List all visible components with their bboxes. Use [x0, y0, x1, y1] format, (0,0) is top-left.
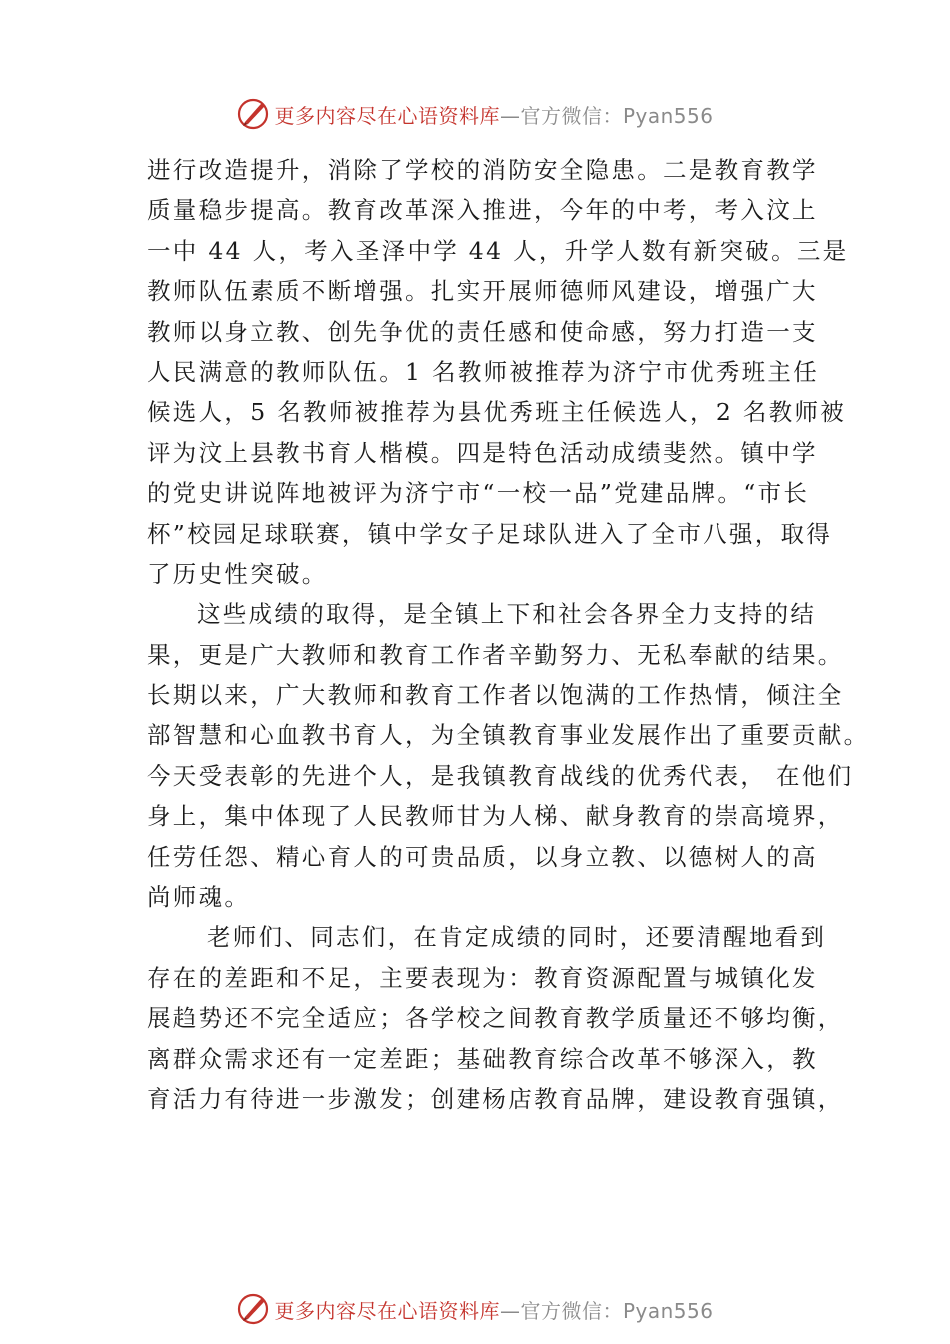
body-line: 质量稳步提高。教育改革深入推进，今年的中考，考入汶上	[147, 196, 818, 225]
banner-title: 更多内容尽在心语资料库	[274, 1298, 500, 1323]
body-line: 的党史讲说阵地被评为济宁市“一校一品”党建品牌。“市长	[147, 479, 810, 508]
body-line: 一中 44 人，考入圣泽中学 44 人，升学人数有新突破。三是	[147, 236, 849, 265]
header-banner	[0, 96, 950, 132]
body-line: 今天受表彰的先进个人，是我镇教育战线的优秀代表， 在他们	[147, 761, 854, 790]
body-line: 离群众需求还有一定差距；基础教育综合改革不够深入，教	[147, 1044, 818, 1073]
body-line: 人民满意的教师队伍。1 名教师被推荐为济宁市优秀班主任	[147, 357, 820, 386]
body-line: 教师队伍素质不断增强。扎实开展师德师风建设，增强广大	[147, 277, 818, 306]
body-line: 长期以来，广大教师和教育工作者以饱满的工作热情，倾注全	[147, 681, 844, 710]
body-line: 展趋势还不完全适应；各学校之间教育教学质量还不够均衡，	[147, 1004, 844, 1033]
body-line: 了历史性突破。	[147, 559, 328, 588]
quill-logo-icon	[236, 97, 270, 131]
body-line: 教师以身立教、创先争优的责任感和使命感，努力打造一支	[147, 317, 818, 346]
body-line: 存在的差距和不足，主要表现为：教育资源配置与城镇化发	[147, 963, 818, 992]
body-line: 育活力有待进一步激发；创建杨店教育品牌，建设教育强镇，	[147, 1084, 844, 1113]
body-line: 评为汶上县教书育人楷模。四是特色活动成绩斐然。镇中学	[147, 438, 818, 467]
body-line: 杯”校园足球联赛，镇中学女子足球队进入了全市八强，取得	[147, 519, 833, 548]
body-line: 果，更是广大教师和教育工作者辛勤努力、无私奉献的结果。	[147, 640, 844, 669]
document-body	[147, 150, 870, 1119]
body-line: 进行改造提升，消除了学校的消防安全隐患。二是教育教学	[147, 156, 818, 184]
banner-title: 更多内容尽在心语资料库	[274, 103, 500, 128]
paragraph-start-line: 这些成绩的取得，是全镇上下和社会各界全力支持的结	[197, 600, 817, 629]
body-line: 部智慧和心血教书育人，为全镇教育事业发展作出了重要贡献。	[147, 721, 870, 750]
body-line: 身上，集中体现了人民教师甘为人梯、献身教育的崇高境界，	[147, 802, 844, 831]
banner-wechat: —官方微信：Pyan556	[499, 1298, 714, 1323]
body-line: 候选人，5 名教师被推荐为县优秀班主任候选人，2 名教师被	[147, 398, 847, 427]
quill-logo-icon	[236, 1292, 270, 1326]
footer-banner	[0, 1291, 950, 1327]
body-line: 尚师魂。	[147, 883, 251, 912]
banner-wechat: —官方微信：Pyan556	[499, 103, 714, 128]
body-line: 任劳任怨、精心育人的可贵品质，以身立教、以德树人的高	[147, 842, 818, 871]
paragraph-start-line: 老师们、同志们，在肯定成绩的同时，还要清醒地看到	[207, 923, 827, 952]
